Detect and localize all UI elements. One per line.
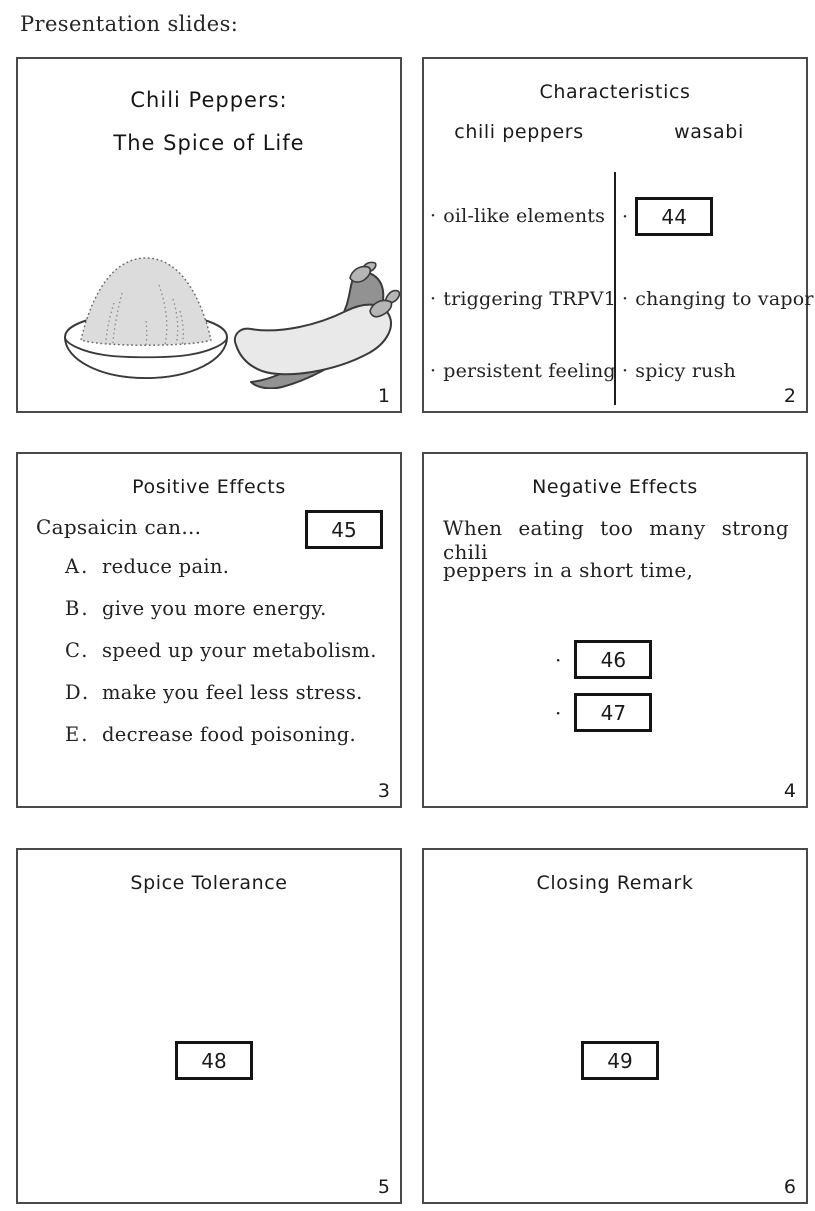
wasabi-powder-bowl-illustration <box>56 249 236 389</box>
body-line-1: When eating too many strong chili <box>443 516 789 564</box>
slide-3 <box>16 452 402 808</box>
list-item: · persistent feeling <box>430 360 616 382</box>
slide6-title: Closing Remark <box>536 872 694 894</box>
slide1-page-number: 1 <box>377 385 390 407</box>
blank-box-44: 44 <box>635 197 713 236</box>
blank-box-48: 48 <box>175 1041 253 1080</box>
slide1-title-line2: The Spice of Life <box>113 131 305 155</box>
column-header-chili-peppers: chili peppers <box>454 121 584 143</box>
options-list <box>65 556 377 766</box>
slide3-page-number: 3 <box>377 780 390 802</box>
bullet-icon: · <box>622 360 629 382</box>
slide5-title: Spice Tolerance <box>130 872 288 894</box>
blank-box-45: 45 <box>305 510 383 549</box>
list-item: · spicy rush <box>622 360 736 382</box>
slide4-page-number: 4 <box>783 780 796 802</box>
list-item <box>622 197 713 236</box>
slide5-page-number: 5 <box>377 1176 390 1198</box>
list-item: · changing to vapor <box>622 288 814 310</box>
option-d: D. make you feel less stress. <box>65 681 363 704</box>
lead-text: Capsaicin can... <box>36 515 202 539</box>
column-header-wasabi: wasabi <box>674 121 744 143</box>
slide-2 <box>422 57 814 413</box>
bullet-icon: · <box>430 360 437 382</box>
page-title: Presentation slides: <box>20 12 239 36</box>
bullet-icon: · <box>430 288 437 310</box>
blank-box-49: 49 <box>581 1041 659 1080</box>
bullet-icon: · <box>622 288 629 310</box>
option-b: B. give you more energy. <box>65 597 327 620</box>
blank-box-46: 46 <box>574 640 652 679</box>
slide-1 <box>16 57 402 413</box>
body-line-2: peppers in a short time, <box>443 558 694 582</box>
slide2-title: Characteristics <box>539 81 691 103</box>
chili-peppers-illustration <box>230 261 402 389</box>
slide6-page-number: 6 <box>783 1176 796 1198</box>
slide-6 <box>422 848 808 1204</box>
option-e: E. decrease food poisoning. <box>65 723 356 746</box>
slide1-title <box>18 79 400 165</box>
bullet-icon: · <box>555 700 562 725</box>
slide1-title-line1: Chili Peppers: <box>130 88 288 112</box>
list-item: · triggering TRPV1 <box>430 288 616 310</box>
option-a: A. reduce pain. <box>65 555 230 578</box>
slide3-title: Positive Effects <box>132 476 286 498</box>
slide2-page-number: 2 <box>783 385 796 407</box>
bullet-icon: · <box>622 205 629 228</box>
blank-box-47: 47 <box>574 693 652 732</box>
slide4-title: Negative Effects <box>532 476 698 498</box>
bullet-icon: · <box>555 647 562 672</box>
list-item <box>555 640 652 679</box>
slide-5 <box>16 848 402 1204</box>
slide-4 <box>422 452 808 808</box>
option-c: C. speed up your metabolism. <box>65 639 377 662</box>
bullet-icon: · <box>430 205 437 227</box>
list-item: · oil-like elements <box>430 205 606 227</box>
list-item <box>555 693 652 732</box>
